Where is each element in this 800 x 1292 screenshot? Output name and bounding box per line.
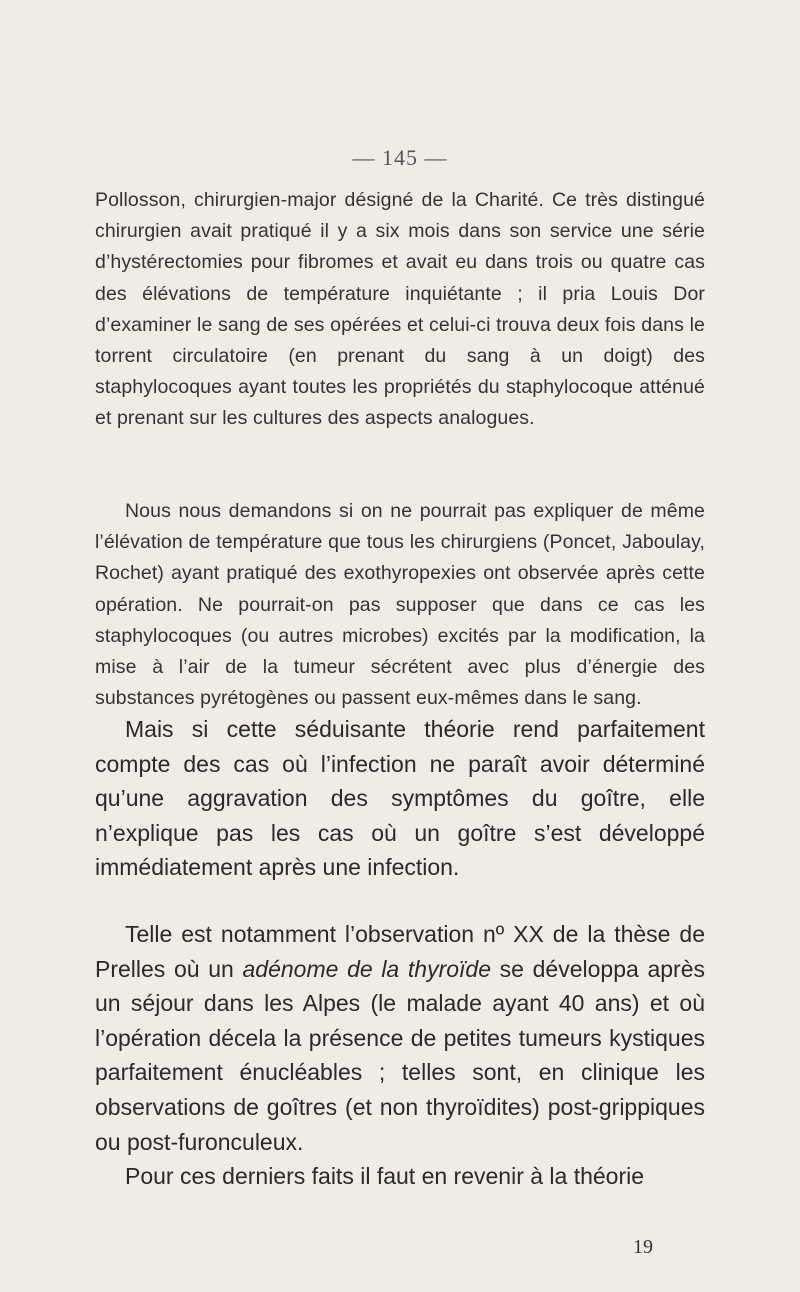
paragraph-4-text-end: se développa après un séjour dans les Alpes (le malade ayant 40 ans) et où l’opération décela la présence de petites tumeurs kystiques parfaitement énucléables ; telles sont, en clinique les observations de goîtres (et non thyroïdites) post-grippiques ou post-furonculeux. bbox=[95, 955, 705, 1155]
paragraph-4-text-start: Telle est notamment l’observation nº XX de la thèse de Prelles où un bbox=[95, 921, 705, 982]
paragraph-1-text: Pollosson, chirurgien-major désigné de la Charité. Ce très distingué chirurgien avait pratiqué il y a six mois dans son service une série d’hystérectomies pour fibromes et avait eu dans trois ou quatre cas des élévations de température inquiétante ; il pria Louis Dor d’examiner le sang de ses opérées et celui-ci trouva deux fois dans le torrent circulatoire (en prenant du sang à un doigt) des staphylocoques ayant toutes les propriétés du staphylocoque atténué et prenant sur les cultures des aspects analogues. bbox=[95, 189, 705, 430]
page-number: — 145 — bbox=[352, 145, 448, 170]
paragraph-1 bbox=[95, 185, 705, 435]
paragraph-5-text: Pour ces derniers faits il faut en revenir à la théorie bbox=[125, 1163, 645, 1190]
signature-mark: 19 bbox=[633, 1236, 653, 1258]
paragraph-3-text: Mais si cette séduisante théorie rend parfaitement compte des cas où l’infection ne paraît avoir déterminé qu’une aggravation des symptômes du goître, elle n’explique pas les cas où un goître s’est développé immédiatement après une infection. bbox=[95, 716, 705, 881]
paragraph-3 bbox=[95, 712, 705, 885]
paragraph-2 bbox=[95, 496, 705, 714]
paragraph-4-italic-term: adénome de la thyroïde bbox=[242, 955, 491, 982]
paragraph-4-text bbox=[95, 917, 705, 1159]
paragraph-2-text: Nous nous demandons si on ne pourrait pas expliquer de même l’élévation de température que tous les chirurgiens (Poncet, Jaboulay, Rochet) ayant pratiqué des exothyropexies ont observée après cette opération. Ne pourrait-on pas supposer que dans ce cas les staphylocoques (ou autres microbes) excités par la modification, la mise à l’air de la tumeur sécrétent avec plus d’énergie des substances pyrétogènes ou passent eux-mêmes dans le sang. bbox=[95, 500, 705, 710]
paragraph-4 bbox=[95, 917, 705, 1194]
